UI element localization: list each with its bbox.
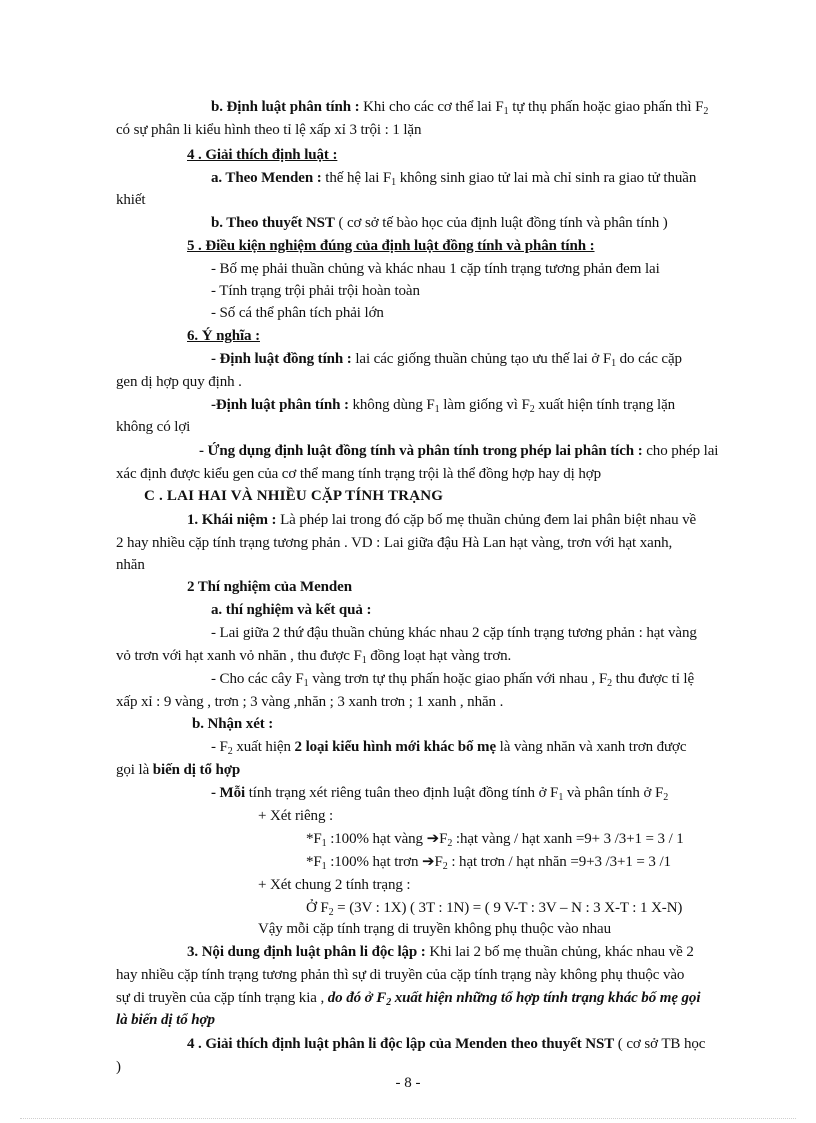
line-6: b. Theo thuyết NST ( cơ sở tế bào học của định luật đồng tính và phân tính ) — [211, 215, 668, 231]
page-number: - 8 - — [395, 1075, 421, 1091]
line-26: - Cho các cây $F_1$ vàng trơn tự thụ phấn hoặc giao phấn với nhau , $F_2$ thu được tỉ lệ — [211, 671, 695, 689]
line-9: - Tính trạng trội phải trội hoàn toàn — [211, 283, 420, 299]
section-c-heading: C . LAI HAI VÀ NHIỀU CẶP TÍNH TRẠNG — [144, 488, 444, 504]
line-34: $*F_1$ :100% hạt trơn $➔F_2$ : hạt trơn / hạt nhăn =9+3 /3+1 = 3 /1 — [306, 854, 671, 872]
line-17: xác định được kiểu gen của cơ thể mang tính trạng trội là thể đồng hợp hay dị hợp — [116, 466, 601, 482]
line-12: - Định luật đồng tính : lai các giống thuần chủng tạo ưu thế lai ở $F_1$ do các cặp — [211, 351, 682, 369]
line-5: khiết — [116, 192, 146, 208]
line-32: + Xét riêng : — [258, 808, 334, 824]
line-2: có sự phân li kiểu hình theo tỉ lệ xấp xỉ 3 trội : 1 lặn — [116, 122, 422, 138]
heading-5-conditions: 5 . Điều kiện nghiệm đúng của định luật đồng tính và phân tính : — [187, 238, 595, 254]
line-39: hay nhiều cặp tính trạng tương phản thì sự di truyền của cặp tính trạng này không phụ thuộc vào — [116, 967, 685, 983]
line-37: Vậy mỗi cặp tính trạng di truyền không phụ thuộc vào nhau — [258, 921, 611, 937]
line-30: gọi là biến dị tổ hợp — [116, 762, 241, 778]
line-8: - Bố mẹ phải thuần chủng và khác nhau 1 cặp tính trạng tương phản đem lai — [211, 261, 660, 277]
heading-4-explanation: 4 . Giải thích định luật : — [187, 147, 338, 163]
line-35: + Xét chung 2 tính trạng : — [258, 877, 411, 893]
line-1: b. Định luật phân tính : Khi cho các cơ thể lai $F_1$ tự thụ phấn hoặc giao phấn thì $F_2$ — [211, 99, 709, 117]
heading-6-significance: 6. Ý nghĩa : — [187, 328, 260, 344]
line-31: - Mỗi tính trạng xét riêng tuân theo định luật đồng tính ở $F_1$ và phân tính ở $F_2$ — [211, 785, 669, 803]
line-24: - Lai giữa 2 thứ đậu thuần chủng khác nhau 2 cặp tính trạng tương phản : hạt vàng — [211, 625, 697, 641]
line-14: -Định luật phân tính : không dùng $F_1$ làm giống vì $F_2$ xuất hiện tính trạng lặn — [211, 397, 676, 415]
line-16: - Ứng dụng định luật đồng tính và phân tính trong phép lai phân tích : cho phép lai — [199, 443, 719, 459]
heading-2-experiment: 2 Thí nghiệm của Menden — [187, 579, 352, 595]
line-13: gen dị hợp quy định . — [116, 374, 242, 390]
arrow-icon: ➔ — [426, 831, 440, 847]
line-41: là biến dị tổ hợp — [116, 1012, 215, 1028]
line-29: - $F_2$ xuất hiện 2 loại kiểu hình mới khác bố mẹ là vàng nhăn và xanh trơn được — [211, 739, 687, 757]
footer-divider — [20, 1118, 796, 1119]
line-40: sự di truyền của cặp tính trạng kia , do đó ở $F_2$ xuất hiện những tổ hợp tính trạng khác bố mẹ gọi — [116, 990, 701, 1008]
line-27: xấp xỉ : 9 vàng , trơn ; 3 vàng ,nhăn ; 3 xanh trơn ; 1 xanh , nhăn . — [116, 694, 504, 710]
heading-b-remarks: b. Nhận xét : — [192, 716, 274, 732]
line-36: Ở $F_2 = (3V$ : 1X) ( 3T : 1N) = ( 9 V-T : 3V – N : 3 X-T : 1 X-N) — [306, 900, 683, 918]
heading-a-results: a. thí nghiệm và kết quả : — [211, 602, 372, 618]
line-4: a. Theo Menden : thế hệ lai $F_1$ không sinh giao tử lai mà chỉ sinh ra giao tử thuần — [211, 170, 697, 188]
line-15: không có lợi — [116, 419, 191, 435]
line-43: ) — [116, 1059, 121, 1075]
line-42: 4 . Giải thích định luật phân li độc lập của Menden theo thuyết NST ( cơ sở TB học — [187, 1036, 706, 1052]
arrow-icon: ➔ — [422, 854, 435, 870]
line-19: 1. Khái niệm : Là phép lai trong đó cặp bố mẹ thuần chủng đem lai phân biệt nhau về — [187, 512, 697, 528]
line-33: $*F_1$ :100% hạt vàng $➔F_2$ :hạt vàng / hạt xanh =9+ 3 /3+1 = 3 / 1 — [306, 831, 684, 849]
line-25: vỏ trơn với hạt xanh vỏ nhăn , thu được $F_1$ đồng loạt hạt vàng trơn. — [116, 648, 512, 666]
line-21: nhăn — [116, 557, 145, 573]
line-20: 2 hay nhiều cặp tính trạng tương phản . VD : Lai giữa đậu Hà Lan hạt vàng, trơn với hạt xanh, — [116, 535, 673, 551]
line-38: 3. Nội dung định luật phân li độc lập : Khi lai 2 bố mẹ thuần chủng, khác nhau về 2 — [187, 944, 694, 960]
line-10: - Số cá thể phân tích phải lớn — [211, 305, 384, 321]
